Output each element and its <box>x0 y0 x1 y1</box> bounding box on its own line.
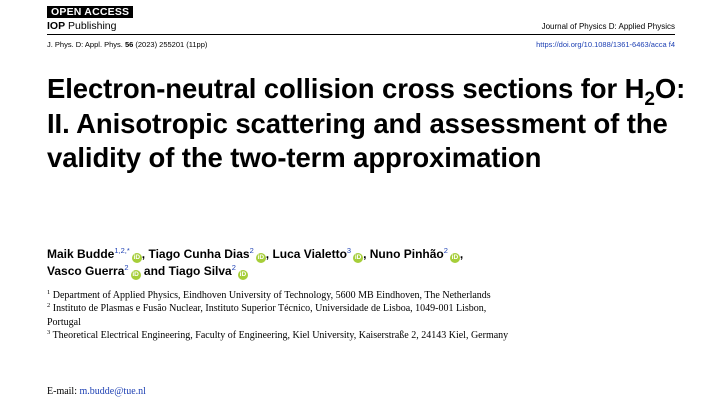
publisher-logo <box>47 20 116 32</box>
author-name: Tiago Silva <box>168 264 232 278</box>
affiliation-text: Department of Applied Physics, Eindhoven University of Technology, 5600 MB Eindhoven, The Netherlands <box>50 290 491 301</box>
author <box>370 247 460 261</box>
header-divider <box>47 34 675 35</box>
author-separator: , <box>265 247 273 261</box>
email-link[interactable]: m.budde@tue.nl <box>79 386 146 397</box>
author-name: Nuno Pinhão <box>369 247 444 261</box>
publisher-rest: Publishing <box>65 20 117 32</box>
author-separator: , <box>459 247 464 261</box>
author-list <box>47 246 687 280</box>
citation-volume: 56 <box>124 40 134 49</box>
author-name: Vasco Guerra <box>47 264 125 278</box>
author-name: Tiago Cunha Dias <box>148 247 250 261</box>
publisher-iop: IOP <box>47 20 66 32</box>
affiliation-text: Theoretical Electrical Engineering, Faculty of Engineering, Kiel University, Kaiserstraße 2, 24143 Kiel, Germany <box>50 329 509 341</box>
author-affiliation-marker[interactable]: 2 <box>249 246 254 255</box>
author-name: Luca Vialetto <box>272 247 347 261</box>
orcid-icon[interactable]: iD <box>354 254 362 261</box>
author-name: Maik Budde <box>47 247 115 261</box>
author <box>47 247 142 261</box>
author-separator: , <box>141 247 149 261</box>
citation-rest: (2023) 255201 (11pp) <box>133 40 208 49</box>
affiliation <box>47 329 517 342</box>
affiliation <box>47 302 517 329</box>
author <box>47 264 141 278</box>
affiliation <box>47 289 517 302</box>
author-affiliation-marker[interactable]: 2 <box>231 263 236 272</box>
citation <box>47 40 207 50</box>
email-line <box>47 386 146 398</box>
title-subscript: 2 <box>644 89 655 110</box>
open-access-badge: OPEN ACCESS <box>47 6 133 18</box>
affiliation-number: 2 <box>47 302 51 310</box>
orcid-icon[interactable]: iD <box>133 254 141 261</box>
author-affiliation-marker[interactable]: 2 <box>124 263 129 272</box>
affiliation-number: 3 <box>47 328 51 336</box>
citation-journal: J. Phys. D: Appl. Phys. <box>47 40 125 49</box>
author-affiliation-marker[interactable]: 2 <box>443 246 448 255</box>
author <box>169 264 248 278</box>
author-separator: , <box>363 247 370 261</box>
email-label: E-mail: <box>47 386 80 397</box>
affiliation-text: Instituto de Plasmas e Fusão Nuclear, Instituto Superior Técnico, Universidade de Lisboa, 1049-001 Lisbon, Portugal <box>47 303 487 328</box>
affiliations <box>47 289 517 342</box>
orcid-icon[interactable]: iD <box>451 254 459 261</box>
affiliation-number: 1 <box>47 289 51 296</box>
orcid-icon[interactable]: iD <box>257 254 265 261</box>
doi-link[interactable]: https://doi.org/10.1088/1361-6463/acca f4 <box>536 40 675 49</box>
author <box>272 247 363 261</box>
orcid-icon[interactable]: iD <box>239 271 247 278</box>
journal-name: Journal of Physics D: Applied Physics <box>541 22 675 31</box>
author <box>148 247 265 261</box>
author-and: and <box>140 264 169 278</box>
paper-title <box>47 72 687 176</box>
orcid-icon[interactable]: iD <box>132 271 139 278</box>
author-affiliation-marker[interactable]: 1,2,* <box>114 246 130 255</box>
title-part-2: O: II. Anisotropic scattering and assessment of the validity of the two-term approximation <box>47 73 686 173</box>
author-affiliation-marker[interactable]: 3 <box>346 246 352 255</box>
title-part-1: Electron-neutral collision cross sections for H <box>47 73 645 104</box>
